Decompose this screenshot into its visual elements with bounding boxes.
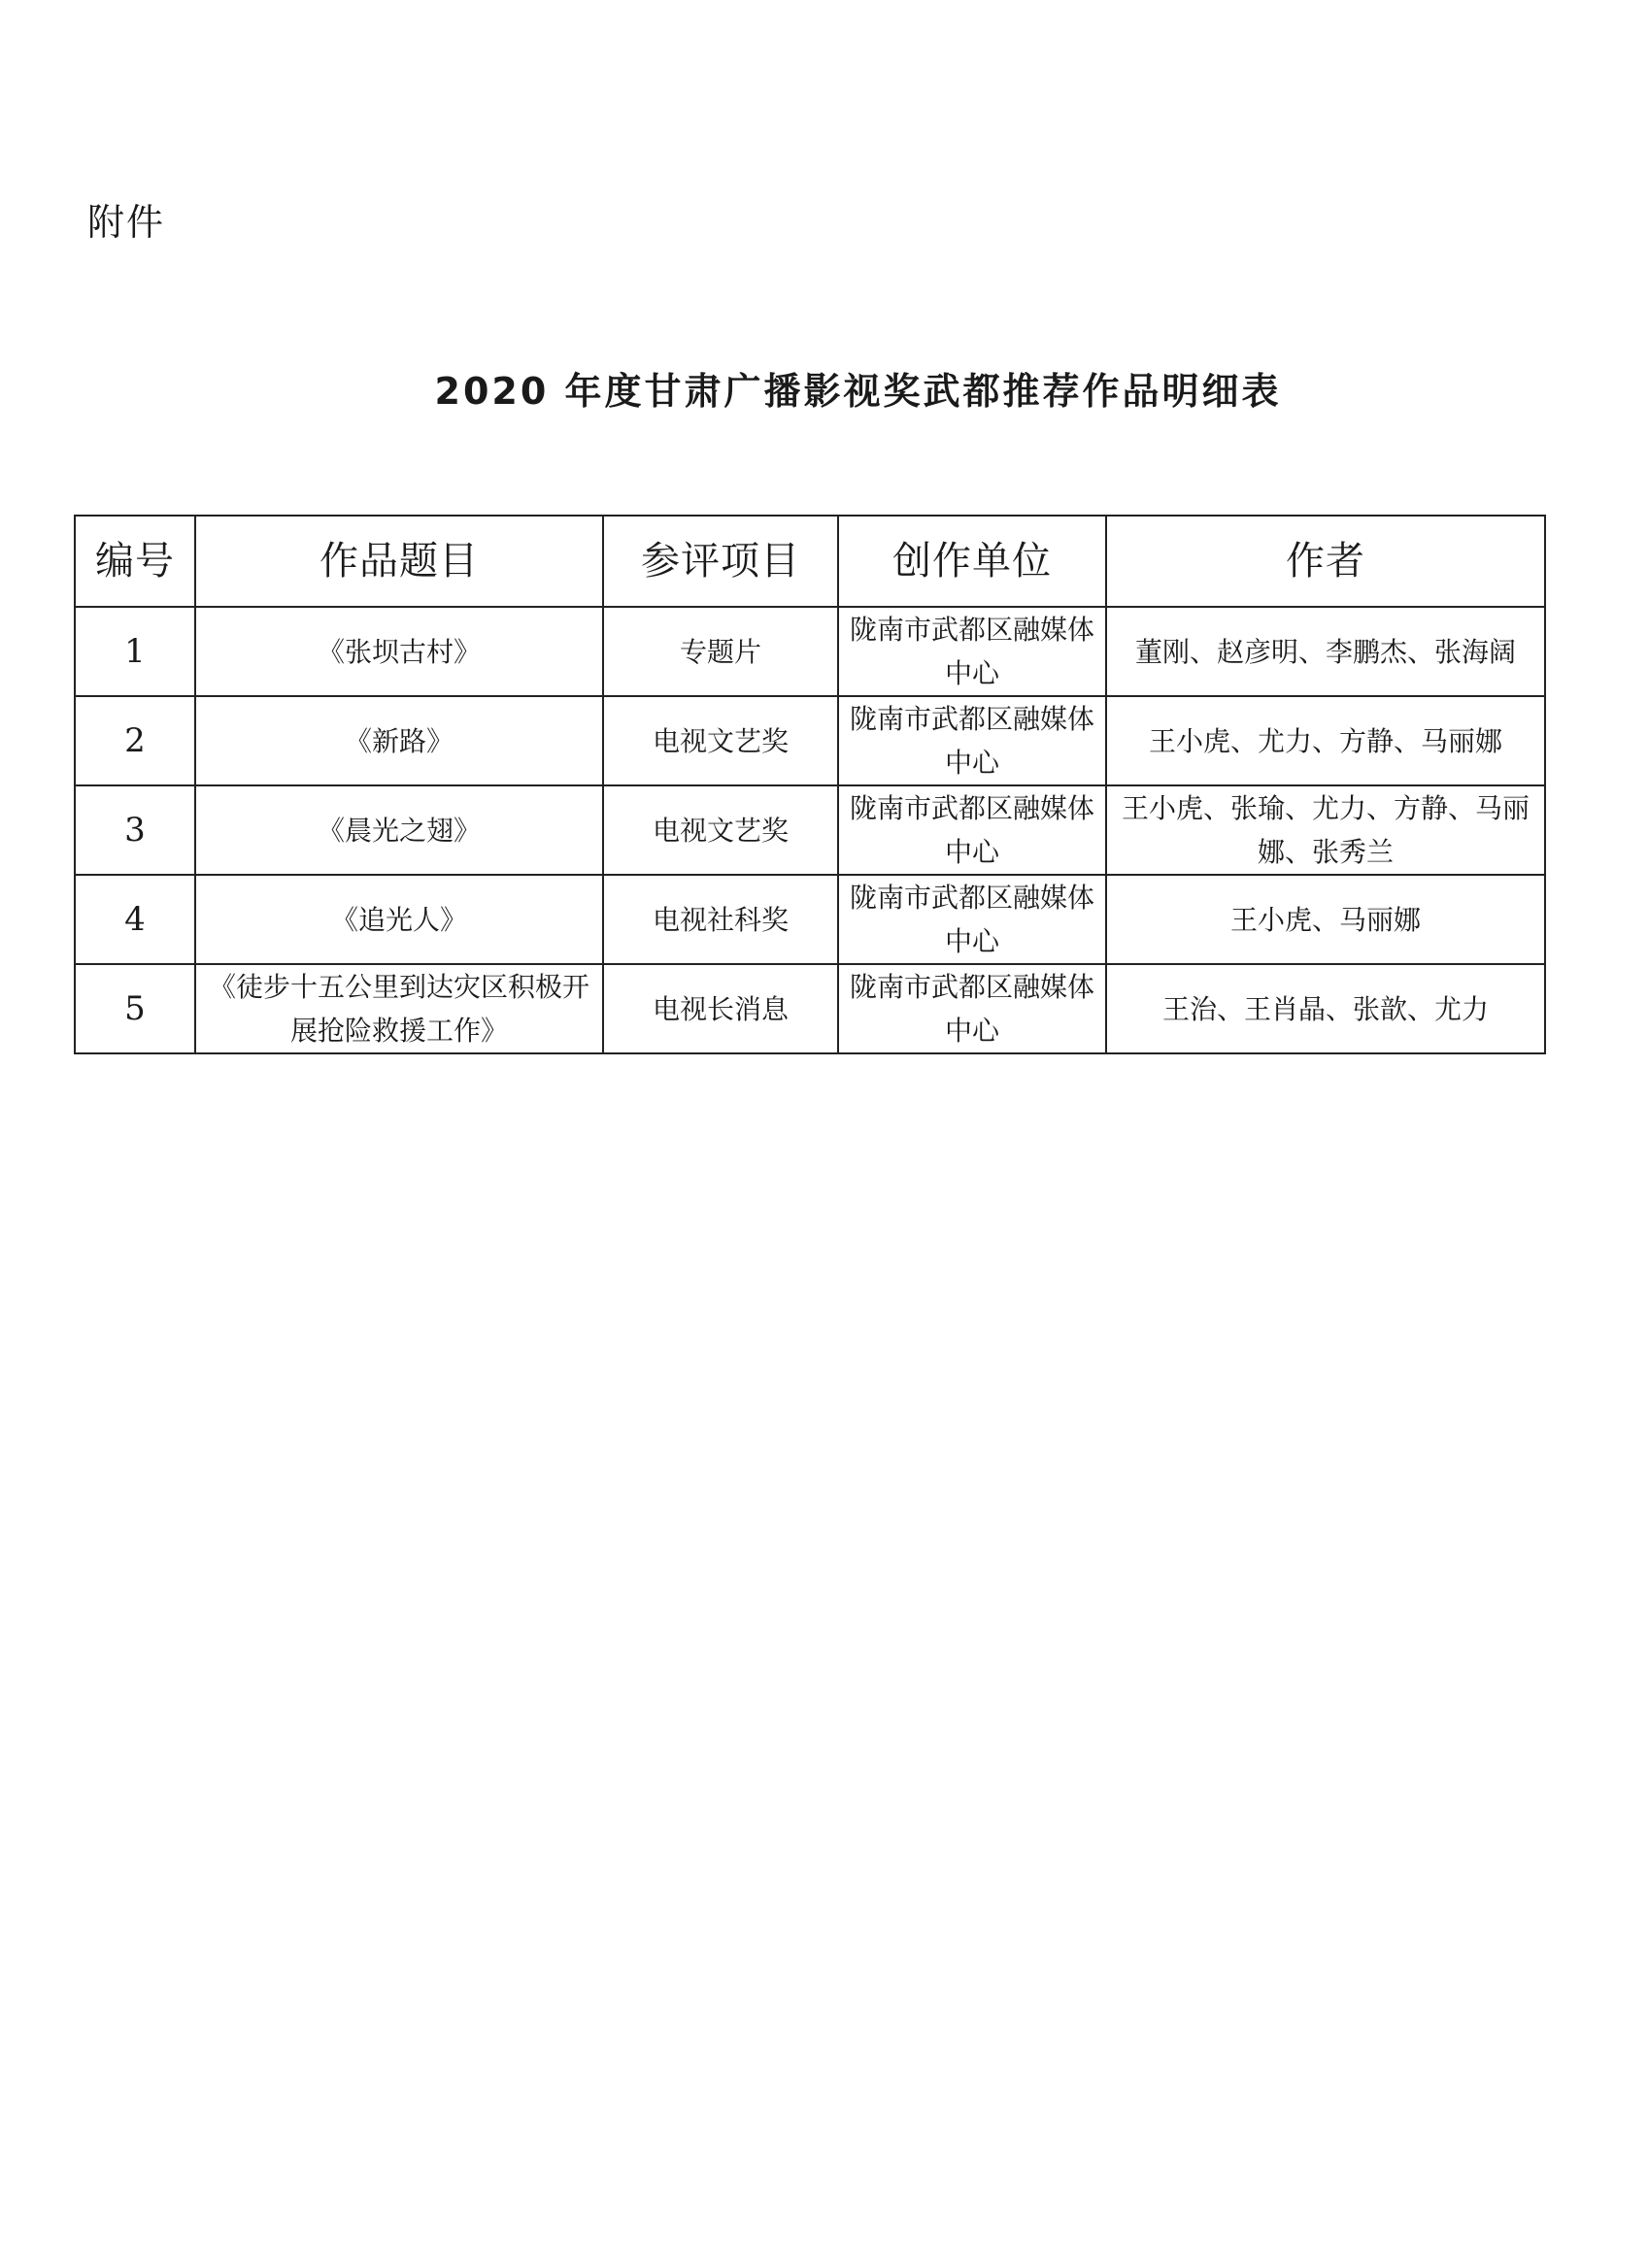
row-work-title: 《新路》 — [195, 696, 603, 785]
row-authors: 王治、王肖晶、张歆、尤力 — [1106, 964, 1545, 1053]
row-authors: 王小虎、张瑜、尤力、方静、马丽娜、张秀兰 — [1106, 785, 1545, 875]
row-category: 电视长消息 — [603, 964, 838, 1053]
header-work-title: 作品题目 — [195, 516, 603, 607]
row-number: 2 — [75, 696, 195, 785]
row-authors: 董刚、赵彦明、李鹏杰、张海阔 — [1106, 607, 1545, 696]
document-title-text: 2020 年度甘肃广播影视奖武都推荐作品明细表 — [434, 370, 1282, 413]
row-number: 5 — [75, 964, 195, 1053]
row-category: 电视文艺奖 — [603, 785, 838, 875]
row-unit: 陇南市武都区融媒体中心 — [838, 696, 1106, 785]
header-category: 参评项目 — [603, 516, 838, 607]
row-work-title: 《追光人》 — [195, 875, 603, 964]
table-row — [75, 696, 1545, 785]
works-table — [74, 515, 1546, 1054]
table-row — [75, 964, 1545, 1053]
row-authors: 王小虎、尤力、方静、马丽娜 — [1106, 696, 1545, 785]
table-row — [75, 875, 1545, 964]
table-row — [75, 607, 1545, 696]
row-unit: 陇南市武都区融媒体中心 — [838, 607, 1106, 696]
row-number: 3 — [75, 785, 195, 875]
row-unit: 陇南市武都区融媒体中心 — [838, 785, 1106, 875]
document-title — [0, 361, 1648, 415]
row-category: 电视文艺奖 — [603, 696, 838, 785]
table-row — [75, 785, 1545, 875]
row-work-title: 《晨光之翅》 — [195, 785, 603, 875]
attachment-label: 附件 — [87, 201, 166, 244]
row-unit: 陇南市武都区融媒体中心 — [838, 875, 1106, 964]
header-unit: 创作单位 — [838, 516, 1106, 607]
row-authors: 王小虎、马丽娜 — [1106, 875, 1545, 964]
row-number: 4 — [75, 875, 195, 964]
table-header-row — [75, 516, 1545, 607]
row-unit: 陇南市武都区融媒体中心 — [838, 964, 1106, 1053]
row-work-title: 《徒步十五公里到达灾区积极开展抢险救援工作》 — [195, 964, 603, 1053]
row-number: 1 — [75, 607, 195, 696]
row-category: 专题片 — [603, 607, 838, 696]
row-work-title: 《张坝古村》 — [195, 607, 603, 696]
header-number: 编号 — [75, 516, 195, 607]
row-category: 电视社科奖 — [603, 875, 838, 964]
header-authors: 作者 — [1106, 516, 1545, 607]
